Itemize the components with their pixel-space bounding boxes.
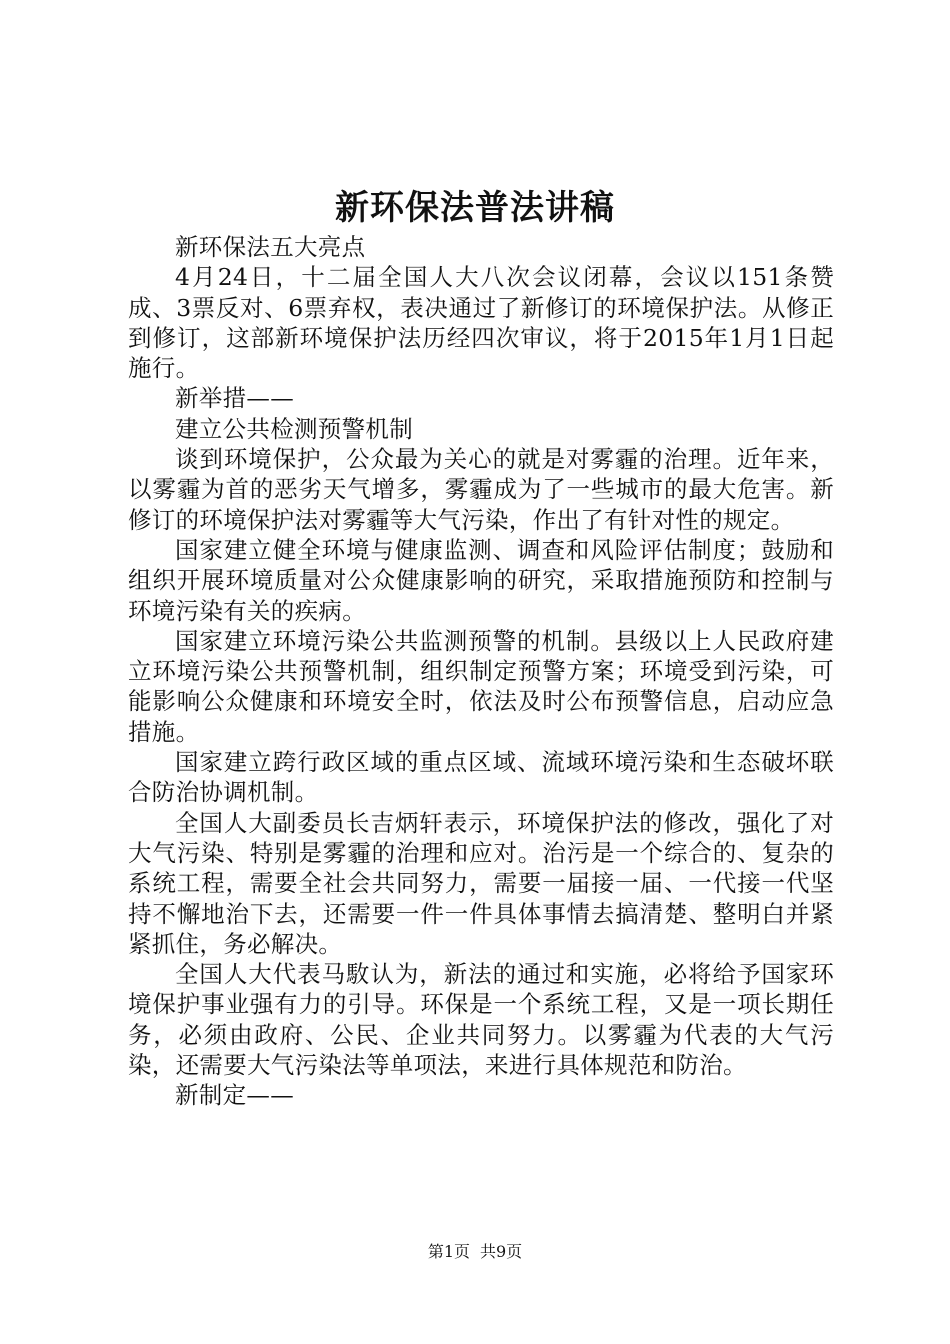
paragraph: 建立公共检测预警机制 bbox=[175, 414, 413, 443]
paragraph: 全国人大代表马駇认为，新法的通过和实施，必将给予国家环境保护事业强有力的引导。环保是一个系统工程，又是一项长期任务，必须由政府、公民、企业共同努力。以雾霾为代表的大气污染，还需要大气污染法等单项法，来进行具体规范和防治。 bbox=[128, 960, 834, 1080]
paragraph: 新制定—— bbox=[175, 1081, 294, 1110]
page-number: 第1页 bbox=[427, 1242, 470, 1261]
paragraph: 谈到环境保护，公众最为关心的就是对雾霾的治理。近年来，以雾霾为首的恶劣天气增多，雾霾成为了一些城市的最大危害。新修订的环境保护法对雾霾等大气污染，作出了有针对性的规定。 bbox=[128, 445, 834, 534]
document-title: 新环保法普法讲稿 bbox=[335, 188, 615, 228]
paragraph: 国家建立健全环境与健康监测、调查和风险评估制度；鼓励和组织开展环境质量对公众健康影响的研究，采取措施预防和控制与环境污染有关的疾病。 bbox=[128, 535, 834, 625]
paragraph: 国家建立跨行政区域的重点区域、流域环境污染和生态破坏联合防治协调机制。 bbox=[128, 748, 834, 807]
paragraph: 全国人大副委员长吉炳轩表示，环境保护法的修改，强化了对大气污染、特别是雾霾的治理和应对。治污是一个综合的、复杂的系统工程，需要全社会共同努力，需要一届接一届、一代接一代坚持不懈地治下去，还需要一件一件具体事情去搞清楚、整明白并紧紧抓住，务必解决。 bbox=[128, 808, 834, 958]
paragraph: 国家建立环境污染公共监测预警的机制。县级以上人民政府建立环境污染公共预警机制，组织制定预警方案；环境受到污染，可能影响公众健康和环境安全时，依法及时公布预警信息，启动应急措施。 bbox=[128, 626, 834, 746]
page-total: 共9页 bbox=[480, 1242, 523, 1261]
document-body bbox=[128, 232, 834, 1111]
page-footer bbox=[0, 1240, 950, 1264]
paragraph: 新举措—— bbox=[175, 384, 294, 413]
paragraph: 4月24日，十二届全国人大八次会议闭幕，会议以151条赞成、3票反对、6票弃权，表决通过了新修订的环境保护法。从修正到修订，这部新环境保护法历经四次审议，将于2015年1月1日起施行。 bbox=[128, 263, 834, 383]
paragraph: 新环保法五大亮点 bbox=[175, 233, 366, 261]
